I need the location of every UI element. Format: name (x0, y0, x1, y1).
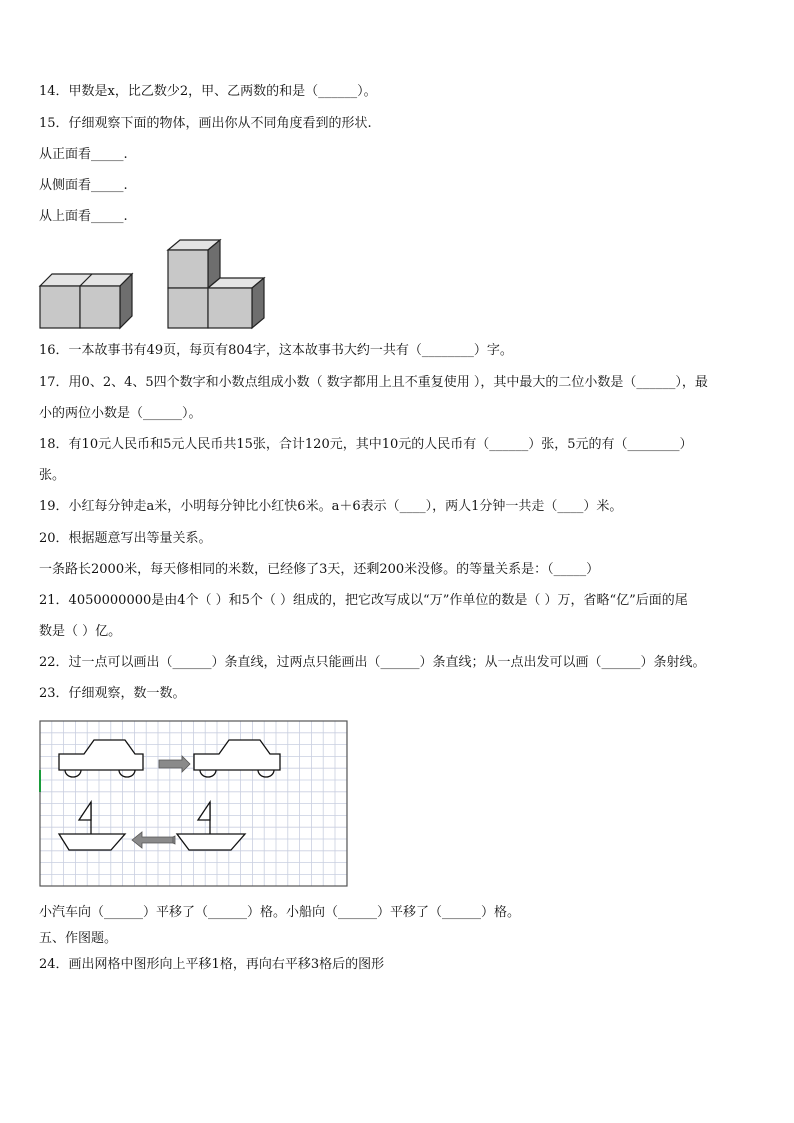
arrow-right-icon (159, 756, 190, 772)
question-21-line2: 数是（ ）亿。 (39, 624, 122, 639)
question-15-side-view: 从侧面看_____. (39, 178, 128, 193)
question-15: 15．仔细观察下面的物体，画出你从不同角度看到的形状. (39, 116, 372, 131)
cube-group-left (40, 274, 132, 328)
question-20-detail: 一条路长2000米，每天修相同的米数，已经修了3天，还剩200米没修。的等量关系是：（_____） (39, 562, 600, 577)
question-22: 22．过一点可以画出（______）条直线，过两点只能画出（______）条直线；从一点出发可以画（______）条射线。 (39, 655, 706, 670)
cube-group-right (168, 240, 264, 328)
translation-grid-figure (39, 720, 349, 888)
question-16: 16．一本故事书有49页，每页有804字，这本故事书大约一共有（________）字。 (39, 343, 513, 358)
question-17-line2: 小的两位小数是（______）。 (39, 406, 202, 421)
grid-lines (40, 721, 347, 886)
question-18-line1: 18．有10元人民币和5元人民币共15张，合计120元，其中10元的人民币有（______）张，5元的有（________） (39, 437, 693, 452)
question-23: 23．仔细观察，数一数。 (39, 686, 186, 701)
car-shape-right (194, 740, 280, 777)
question-17-line1: 17．用0、2、4、5四个数字和小数点组成小数（ 数字都用上且不重复使用 ），其中最大的二位小数是（______），最 (39, 375, 708, 390)
boat-shape-right (177, 802, 245, 850)
question-23-answer: 小汽车向（______）平移了（______）格。小船向（______）平移了（______）格。 (39, 905, 521, 920)
cube-figure (38, 238, 268, 332)
question-21-line1: 21．4050000000是由4个（ ）和5个（ ）组成的，把它改写成以“万”作单位的数是（ ）万，省略“亿”后面的尾 (39, 593, 688, 608)
question-15-front-view: 从正面看_____. (39, 147, 128, 162)
section-5-heading: 五、作图题。 (39, 931, 118, 946)
question-20: 20．根据题意写出等量关系。 (39, 531, 212, 546)
question-19: 19．小红每分钟走a米，小明每分钟比小红快6米。a＋6表示（____），两人1分钟一共走（____）米。 (39, 499, 623, 514)
boat-shape-left (59, 802, 125, 850)
question-24: 24．画出网格中图形向上平移1格，再向右平移3格后的图形 (39, 957, 385, 972)
arrow-left-icon (132, 832, 175, 848)
question-14: 14．甲数是x，比乙数少2，甲、乙两数的和是（______）。 (39, 84, 377, 99)
car-shape-left (59, 740, 143, 777)
question-18-line2: 张。 (39, 468, 66, 483)
question-15-top-view: 从上面看_____. (39, 209, 128, 224)
